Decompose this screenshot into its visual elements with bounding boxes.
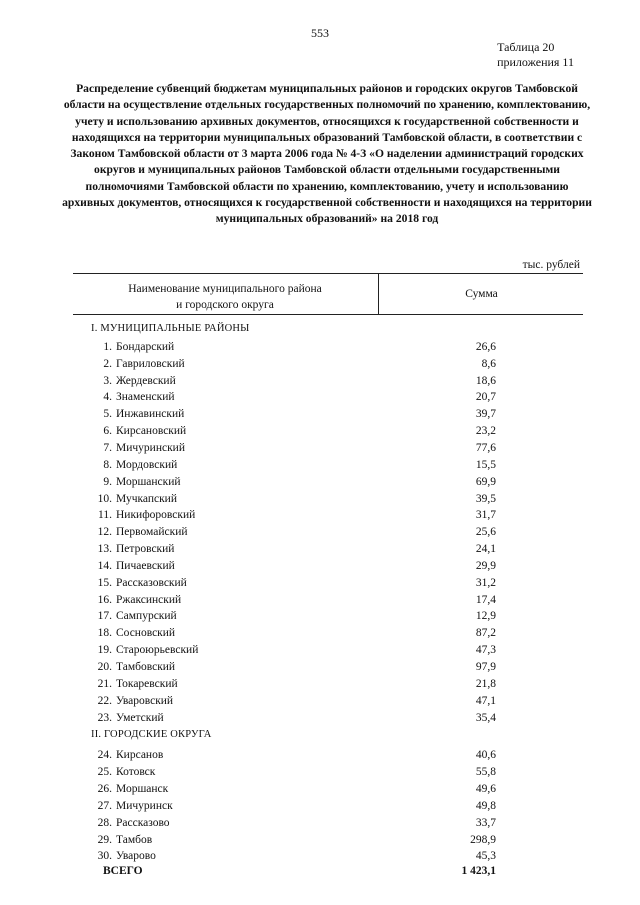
row-name: Котовск — [116, 766, 156, 779]
row-number: 7. — [103, 441, 112, 454]
row-value: 29,9 — [475, 559, 496, 572]
row-name: Мордовский — [116, 458, 178, 471]
row-value: 21,8 — [475, 677, 496, 690]
row-name: Знаменский — [116, 391, 175, 404]
row-value: 31,7 — [475, 509, 496, 522]
row-name: Моршанский — [116, 475, 181, 488]
row-value: 69,9 — [475, 475, 496, 488]
table-row — [0, 783, 640, 800]
row-number: 16. — [97, 593, 112, 606]
row-value: 20,7 — [475, 391, 496, 404]
row-name: Никифоровский — [116, 509, 196, 522]
row-number: 12. — [97, 526, 112, 539]
row-number: 28. — [97, 816, 112, 829]
table-row — [0, 766, 640, 783]
row-value: 24,1 — [475, 543, 496, 556]
row-number: 6. — [103, 425, 112, 438]
row-value: 45,3 — [475, 850, 496, 863]
row-value: 15,5 — [475, 458, 496, 471]
table-row — [0, 678, 640, 695]
table-row — [0, 341, 640, 358]
row-name: Петровский — [116, 543, 175, 556]
row-value: 18,6 — [475, 374, 496, 387]
row-number: 23. — [97, 711, 112, 724]
row-value: 77,6 — [475, 441, 496, 454]
header-column-separator — [378, 274, 379, 314]
row-number: 13. — [97, 543, 112, 556]
row-number: 25. — [97, 766, 112, 779]
row-value: 12,9 — [475, 610, 496, 623]
table-row — [0, 493, 640, 510]
table-reference — [497, 40, 574, 70]
row-value: 40,6 — [475, 749, 496, 762]
row-value: 25,6 — [475, 526, 496, 539]
table-ref-line1: Таблица 20 — [497, 40, 555, 54]
row-value: 39,5 — [475, 492, 496, 505]
table-row — [0, 509, 640, 526]
row-number: 26. — [97, 782, 112, 795]
row-name: Мучкапский — [116, 492, 177, 505]
row-number: 21. — [97, 677, 112, 690]
row-number: 9. — [103, 475, 112, 488]
table-row — [0, 543, 640, 560]
table-row — [0, 661, 640, 678]
row-value: 17,4 — [475, 593, 496, 606]
table-row — [0, 594, 640, 611]
table-row — [0, 834, 640, 851]
table-row — [0, 476, 640, 493]
row-value: 8,6 — [481, 357, 496, 370]
row-name: Пичаевский — [116, 559, 175, 572]
table-ref-line2: приложения 11 — [497, 55, 574, 69]
table-row — [0, 712, 640, 729]
table-row — [0, 526, 640, 543]
row-name: Кирсанов — [116, 749, 164, 762]
row-value: 31,2 — [475, 576, 496, 589]
total-label: ВСЕГО — [103, 865, 143, 877]
table-row — [0, 610, 640, 627]
row-name: Сампурский — [116, 610, 177, 623]
row-value: 23,2 — [475, 425, 496, 438]
row-value: 26,6 — [475, 340, 496, 353]
row-name: Первомайский — [116, 526, 188, 539]
row-number: 10. — [97, 492, 112, 505]
row-name: Рассказово — [116, 816, 170, 829]
row-name: Кирсановский — [116, 425, 187, 438]
row-number: 20. — [97, 661, 112, 673]
row-name: Староюрьевский — [116, 644, 199, 657]
header-name-line2: и городского округа — [176, 299, 274, 311]
row-value: 47,3 — [475, 644, 496, 657]
table-row — [0, 749, 640, 766]
header-sum-column: Сумма — [465, 288, 498, 300]
row-name: Бондарский — [116, 340, 175, 353]
row-number: 29. — [97, 833, 112, 846]
table-row — [0, 425, 640, 442]
table-row — [0, 695, 640, 712]
row-name: Уварово — [116, 850, 156, 863]
row-number: 5. — [103, 408, 112, 421]
header-name-column — [95, 281, 355, 313]
page-number: 553 — [311, 26, 329, 40]
row-value: 49,6 — [475, 782, 496, 795]
row-number: 18. — [97, 627, 112, 640]
row-value: 35,4 — [475, 711, 496, 724]
table-row — [0, 627, 640, 644]
table-row — [0, 459, 640, 476]
row-number: 30. — [97, 850, 112, 863]
row-name: Жердевский — [116, 374, 176, 387]
row-number: 24. — [97, 749, 112, 762]
table-top-rule — [73, 273, 583, 274]
row-number: 2. — [103, 357, 112, 370]
table-row — [0, 358, 640, 375]
row-name: Инжавинский — [116, 408, 185, 421]
row-number: 4. — [103, 391, 112, 404]
row-value: 87,2 — [475, 627, 496, 640]
row-name: Сосновский — [116, 627, 176, 640]
row-number: 22. — [97, 694, 112, 707]
table-row — [0, 644, 640, 661]
table-row — [0, 850, 640, 867]
row-number: 17. — [97, 610, 112, 623]
section-heading: I. МУНИЦИПАЛЬНЫЕ РАЙОНЫ — [91, 323, 250, 334]
row-value: 33,7 — [475, 816, 496, 829]
header-bottom-rule — [73, 314, 583, 315]
section-heading: II. ГОРОДСКИЕ ОКРУГА — [91, 729, 212, 741]
table-row — [0, 800, 640, 817]
table-row — [0, 577, 640, 594]
total-value: 1 423,1 — [461, 865, 496, 877]
document-title: Распределение субвенций бюджетам муниципальных районов и городских округов Тамбовской области на осуществление отдельных государственных полномочий по хранению, комплектованию, учету и использованию архивных документов, относящихся к государственной собственности и находящихся на территории муниципальных образований Тамбовской области, в соответствии с Законом Тамбовской области от 3 марта 2006 года № 4-З «О наделении администраций городских округов и муниципальных районов Тамбовской области отдельными государственными полномочиями Тамбовской области по хранению, комплектованию, учету и использованию архивных документов, относящихся к государственной собственности и находящихся на территории муниципальных образований» на 2018 год — [62, 82, 592, 226]
row-value: 47,1 — [475, 694, 496, 707]
row-number: 11. — [98, 509, 112, 522]
row-name: Гавриловский — [116, 357, 185, 370]
row-name: Токаревский — [116, 677, 178, 690]
row-name: Тамбов — [116, 833, 153, 846]
table-row — [0, 408, 640, 425]
row-name: Уваровский — [116, 694, 174, 707]
row-name: Мичуринск — [116, 799, 173, 812]
row-value: 39,7 — [475, 408, 496, 421]
table-row — [0, 560, 640, 577]
header-name-line1: Наименование муниципального района — [128, 283, 322, 295]
row-name: Уметский — [116, 711, 164, 724]
row-name: Тамбовский — [116, 661, 176, 673]
row-name: Рассказовский — [116, 576, 187, 589]
table-row — [0, 391, 640, 408]
row-value: 55,8 — [475, 766, 496, 779]
row-number: 19. — [97, 644, 112, 657]
row-name: Ржаксинский — [116, 593, 182, 606]
row-value: 97,9 — [475, 661, 496, 673]
row-number: 14. — [97, 559, 112, 572]
row-name: Моршанск — [116, 782, 169, 795]
row-number: 3. — [103, 374, 112, 387]
units-label: тыс. рублей — [522, 259, 580, 271]
row-number: 27. — [97, 799, 112, 812]
row-number: 8. — [103, 458, 112, 471]
row-value: 49,8 — [475, 799, 496, 812]
table-row — [0, 817, 640, 834]
row-name: Мичуринский — [116, 441, 185, 454]
row-number: 1. — [103, 340, 112, 353]
row-number: 15. — [97, 576, 112, 589]
table-row — [0, 375, 640, 392]
table-row — [0, 442, 640, 459]
row-value: 298,9 — [470, 833, 496, 846]
